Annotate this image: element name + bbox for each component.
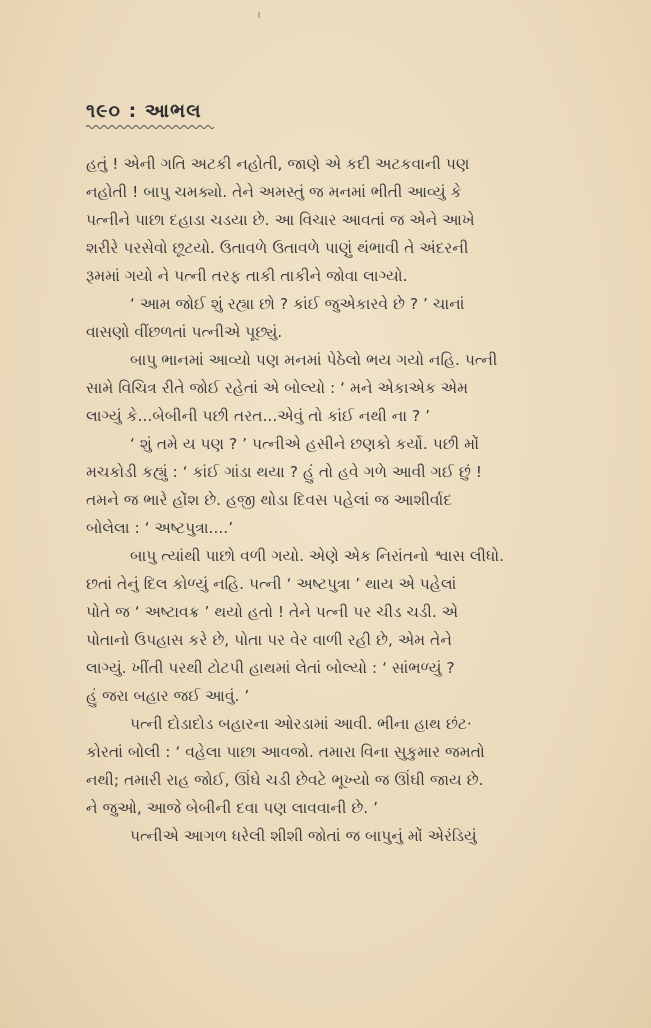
- text-line: ‘ શું તમે ય પણ ? ’ પત્નીએ હસીને છણકો કર્યો. પછી મોં: [130, 435, 479, 453]
- page-number: ૧૯૦: [86, 100, 121, 122]
- text-line: પત્નીને પાછા દહાડા ચડયા છે. આ વિચાર આવતાં જ એને આખે: [86, 211, 475, 229]
- text-line: બાપુ ત્યાંથી પાછો વળી ગયો. એણે એક નિરાંતનો શ્વાસ લીધો.: [130, 547, 505, 565]
- text-line: હું જરા બહાર જઈ આવું. ’: [86, 687, 250, 705]
- text-line: ‘ આમ જોઈ શું રહ્યા છો ? કાંઈ જુએકારવે છે ? ’ ચાનાં: [130, 295, 465, 313]
- body-text: [86, 150, 606, 1010]
- wavy-header-rule: [86, 124, 214, 130]
- text-line: બોલેલા : ‘ અષ્ટપુત્રા....’: [86, 519, 234, 537]
- text-line: બાપુ ભાનમાં આવ્યો પણ મનમાં પેઠેલો ભય ગયો નહિ. પત્ની: [130, 351, 498, 369]
- running-header: [86, 100, 202, 122]
- text-line: સામે વિચિત્ર રીતે જોઈ રહેતાં એ બોલ્યો : ‘ મને એકાએક એમ: [86, 379, 469, 397]
- text-line: મચકોડી કહ્યું : ‘ કાંઈ ગાંડા થયા ? હું તો હવે ગળે આવી ગઈ છું !: [86, 463, 482, 481]
- text-line: તમને જ ભારે હોંશ છે. હજી થોડા દિવસ પહેલાં જ આશીર્વાદ: [86, 491, 452, 509]
- text-line: પત્નીએ આગળ ધરેલી શીશી જોતાં જ બાપુનું મોં એરંડિયું: [130, 827, 477, 845]
- header-separator: :: [128, 100, 138, 122]
- text-line: પોતાનો ઉપહાસ કરે છે, પોતા પર વેર વાળી રહી છે, એમ તેને: [86, 631, 452, 649]
- text-line: લાગ્યું કે...બેબીની પછી તરત...એવું તો કાંઈ નથી ના ? ’: [86, 407, 431, 425]
- text-line: નથી; તમારી રાહ જોઈ, ઊંઘે ચડી છેવટે ભૂખ્યો જ ઊંઘી જાય છે.: [86, 771, 484, 789]
- text-line: નહોતી ! બાપુ ચમક્યો. તેને અમસ્તું જ મનમાં ભીતી આવ્યું કે: [86, 183, 462, 201]
- text-line: કોરતાં બોલી : ‘ વહેલા પાછા આવજો. તમારા વિના સુકુમાર જમતો: [86, 743, 485, 761]
- text-line: વાસણો વીંછળતાં પત્નીએ પૂછ્યું.: [86, 323, 283, 341]
- page-speck: [258, 12, 260, 18]
- text-line: ને જુઓ, આજે બેબીની દવા પણ લાવવાની છે. ’: [86, 799, 379, 817]
- text-line: પત્ની દોડાદોડ બહારના ઓરડામાં આવી. ભીના હાથ છંટ·: [130, 715, 472, 733]
- book-title: આભલ: [144, 100, 202, 122]
- text-line: રૂમમાં ગયો ને પત્ની તરફ તાકી તાકીને જોવા લાગ્યો.: [86, 267, 408, 285]
- text-line: શરીરે પરસેવો છૂટયો. ઉતાવળે ઉતાવળે પાણું થંભાવી તે અંદરની: [86, 239, 469, 257]
- text-line: છતાં તેનું દિલ કોળ્યું નહિ. પત્ની ‘ અષ્ટપુત્રા ’ થાય એ પહેલાં: [86, 575, 457, 593]
- text-line: લાગ્યું. ખીંતી પરથી ટોટપી હાથમાં લેતાં બોલ્યો : ‘ સાંભળ્યું ?: [86, 659, 455, 677]
- text-line: હતું ! એની ગતિ અટકી નહોતી, જાણે એ કદી અટકવાની પણ: [86, 155, 470, 173]
- text-line: પોતે જ ‘ અષ્ટાવક્ર ’ થયો હતો ! તેને પત્ની પર ચીડ ચડી. એ: [86, 603, 459, 621]
